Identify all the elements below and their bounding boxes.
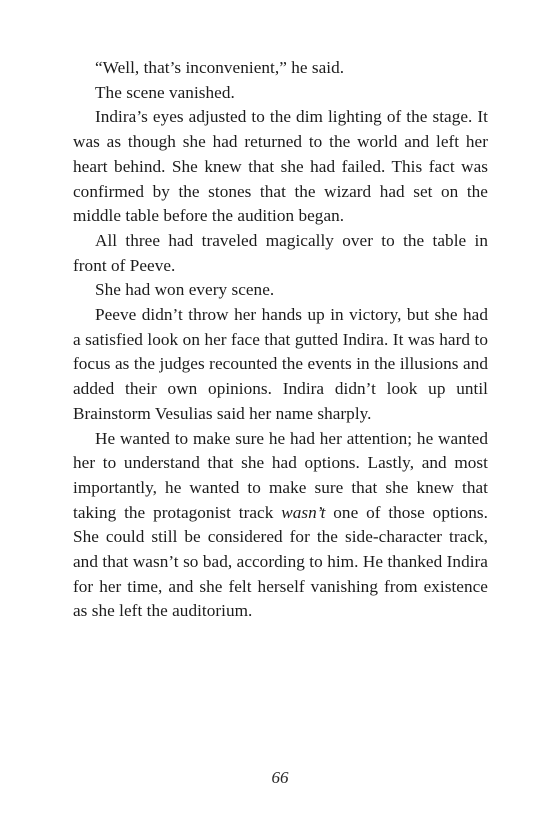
paragraph: She had won every scene. xyxy=(95,280,275,300)
paragraph: “Well, that’s inconvenient,” he said. xyxy=(95,58,345,77)
paragraph: All three had traveled magically over to the table in front of Peeve. xyxy=(73,230,488,275)
paragraph: Indira’s eyes adjusted to the dim lighting of the stage. It was as though she had returned to the world and left her heart behind. She knew that she had failed. This fact was confirmed by the stones that the wizard had set on the middle table before the audition began. xyxy=(73,107,488,226)
paragraph-with-emphasis xyxy=(73,427,488,625)
page-body xyxy=(73,56,488,624)
paragraph: The scene vanished. xyxy=(95,82,235,102)
emphasis-text: wasn’t xyxy=(281,502,326,522)
page-number: 66 xyxy=(271,768,289,787)
paragraph-text: He wanted to make sure he had her attention; he wanted her to understand that she had options. Lastly, and most importantly, he wanted to make sure that she knew that taking the protagonist track xyxy=(73,428,488,522)
paragraph: Peeve didn’t throw her hands up in victory, but she had a satisfied look on her face that gutted Indira. It was hard to focus as the judges recounted the events in the illusions and added their own opinions. Indira didn’t look up until Brainstorm Vesulias said her name sharply. xyxy=(73,305,488,423)
paragraph-text: one of those options. She could still be considered for the side-character track, and that wasn’t so bad, according to him. He thanked Indira for her time, and she felt herself vanishing from existence as she left the auditorium. xyxy=(73,502,488,621)
